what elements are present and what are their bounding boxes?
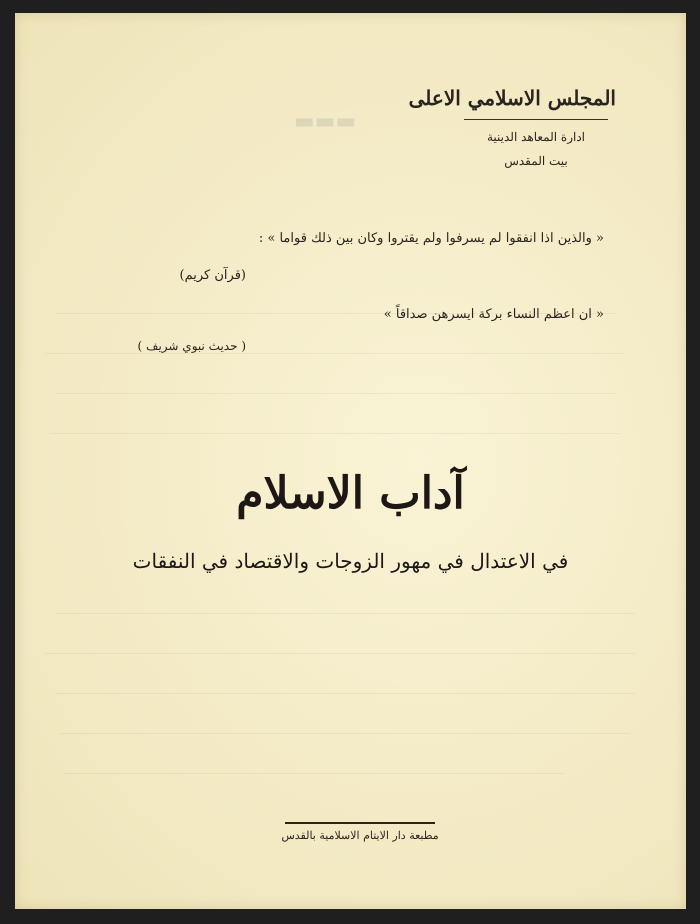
show-through-letterhead: ▬▬▬: [293, 108, 357, 134]
show-through-line: [55, 693, 635, 694]
show-through-line: [45, 353, 625, 354]
show-through-line: [45, 653, 635, 654]
hadith-source: ( حديث نبوي شريف ): [137, 339, 246, 353]
letterhead-rule: [464, 119, 608, 120]
letterhead: [408, 83, 616, 168]
quran-quote: « والذين اذا انفقوا لم يسرفوا ولم يقتروا وكان بين ذلك قواما » :: [258, 231, 604, 246]
show-through-line: [60, 733, 630, 734]
hadith-quote: « ان اعظم النساء بركة ايسرهن صداقاً »: [383, 307, 604, 322]
quran-source: (قرآن كريم): [179, 268, 246, 283]
admin-line: ادارة المعاهد الدينية: [486, 130, 586, 144]
council-title: المجلس الاسلامي الاعلى: [408, 86, 616, 110]
footer-rule: [285, 822, 435, 824]
city-line: بيت المقدس: [504, 154, 568, 168]
printer-line: مطبعة دار الايتام الاسلامية بالقدس: [281, 829, 439, 842]
show-through-line: [55, 393, 615, 394]
sub-title: في الاعتدال في مهور الزوجات والاقتصاد في النفقات: [132, 549, 569, 573]
show-through-line: [50, 433, 620, 434]
main-title: آداب الاسلام: [236, 468, 465, 519]
document-page: [15, 13, 686, 909]
show-through-line: [55, 613, 635, 614]
show-through-line: [65, 773, 565, 774]
